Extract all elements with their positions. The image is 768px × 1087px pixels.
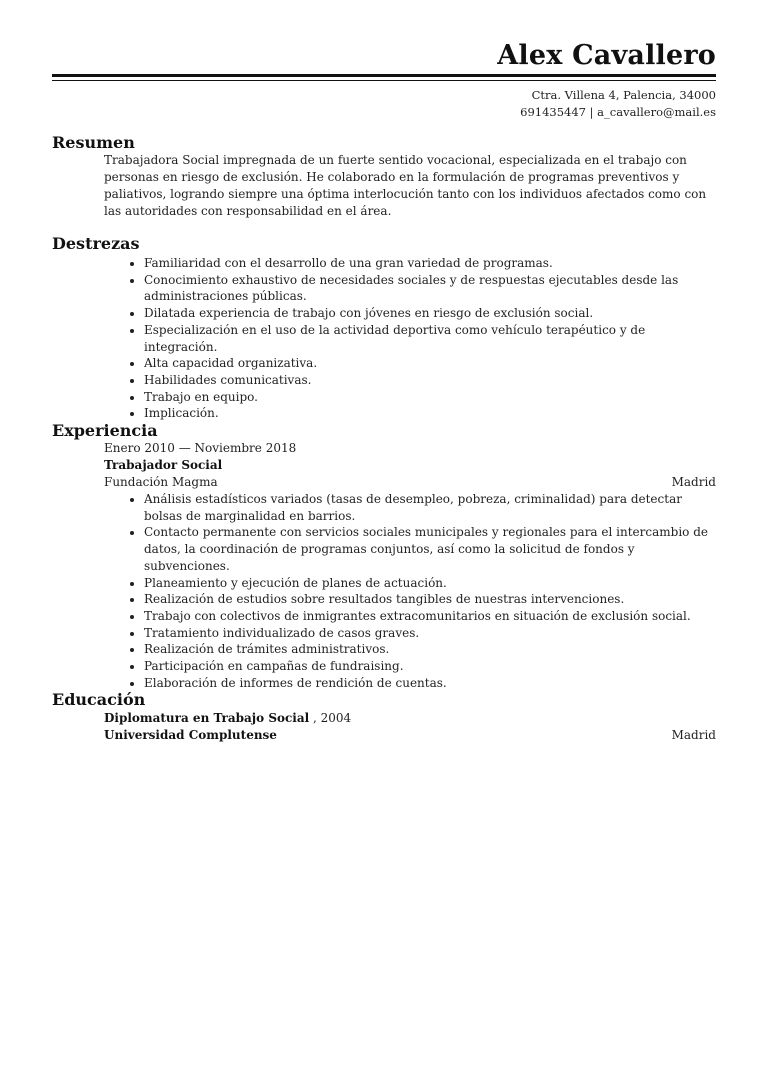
- contact-block: [520, 87, 716, 121]
- company-name: Fundación Magma: [104, 475, 218, 489]
- list-item: • Conocimiento exhaustivo de necesidades sociales y de respuestas ejecutables desde las administraciones públicas.: [144, 272, 716, 305]
- degree-line: [104, 710, 351, 727]
- list-item: • Elaboración de informes de rendición de cuentas.: [144, 675, 716, 692]
- header-divider-thin: [52, 80, 716, 81]
- list-item: • Tratamiento individualizado de casos graves.: [144, 625, 716, 642]
- list-item: • Familiaridad con el desarrollo de una gran variedad de programas.: [144, 255, 716, 272]
- resumen-text: Trabajadora Social impregnada de un fuerte sentido vocacional, especializada en el trabajo con personas en riesgo de exclusión. He colaborado en la formulación de programas preventivos y paliativos, logrando siempre una óptima interlocución tanto con los individuos afectados como con las autoridades con responsabilidad en el área.: [104, 153, 707, 218]
- school-location: Madrid: [671, 728, 716, 742]
- list-item: • Contacto permanente con servicios sociales municipales y regionales para el intercambio de datos, la coordinación de programas conjuntos, así como la solicitud de fondos y subvenciones.: [144, 524, 716, 574]
- phone-email: 691435447 | a_cavallero@mail.es: [520, 105, 716, 119]
- school-name: Universidad Complutense: [104, 728, 277, 742]
- destrezas-list: [104, 255, 716, 422]
- list-item: • Implicación.: [144, 405, 716, 422]
- section-title-resumen: Resumen: [52, 133, 135, 152]
- list-item: • Habilidades comunicativas.: [144, 372, 716, 389]
- list-item: • Dilatada experiencia de trabajo con jóvenes en riesgo de exclusión social.: [144, 305, 716, 322]
- degree-name: Diplomatura en Trabajo Social: [104, 711, 310, 725]
- list-item: • Participación en campañas de fundraising.: [144, 658, 716, 675]
- section-title-experiencia: Experiencia: [52, 421, 158, 440]
- section-title-destrezas: Destrezas: [52, 234, 140, 253]
- job-location: Madrid: [671, 475, 716, 489]
- list-item: • Realización de estudios sobre resultados tangibles de nuestras intervenciones.: [144, 591, 716, 608]
- degree-year: , 2004: [309, 711, 352, 725]
- list-item: • Planeamiento y ejecución de planes de actuación.: [144, 575, 716, 592]
- list-item: • Trabajo en equipo.: [144, 389, 716, 406]
- candidate-name: Alex Cavallero: [497, 40, 716, 71]
- list-item: • Análisis estadísticos variados (tasas de desempleo, pobreza, criminalidad) para detectar bolsas de marginalidad en barrios.: [144, 491, 716, 524]
- list-item: • Realización de trámites administrativos.: [144, 641, 716, 658]
- list-item: • Trabajo con colectivos de inmigrantes extracomunitarios en situación de exclusión social.: [144, 608, 716, 625]
- list-item: • Especialización en el uso de la actividad deportiva como vehículo terapéutico y de integración.: [144, 322, 716, 355]
- job-dates: Enero 2010 — Noviembre 2018: [104, 441, 297, 455]
- address: Ctra. Villena 4, Palencia, 34000: [531, 88, 716, 102]
- section-title-educacion: Educación: [52, 690, 146, 709]
- header-divider-thick: [52, 74, 716, 77]
- experiencia-list: [104, 491, 716, 691]
- job-title: Trabajador Social: [104, 458, 223, 472]
- list-item: • Alta capacidad organizativa.: [144, 355, 716, 372]
